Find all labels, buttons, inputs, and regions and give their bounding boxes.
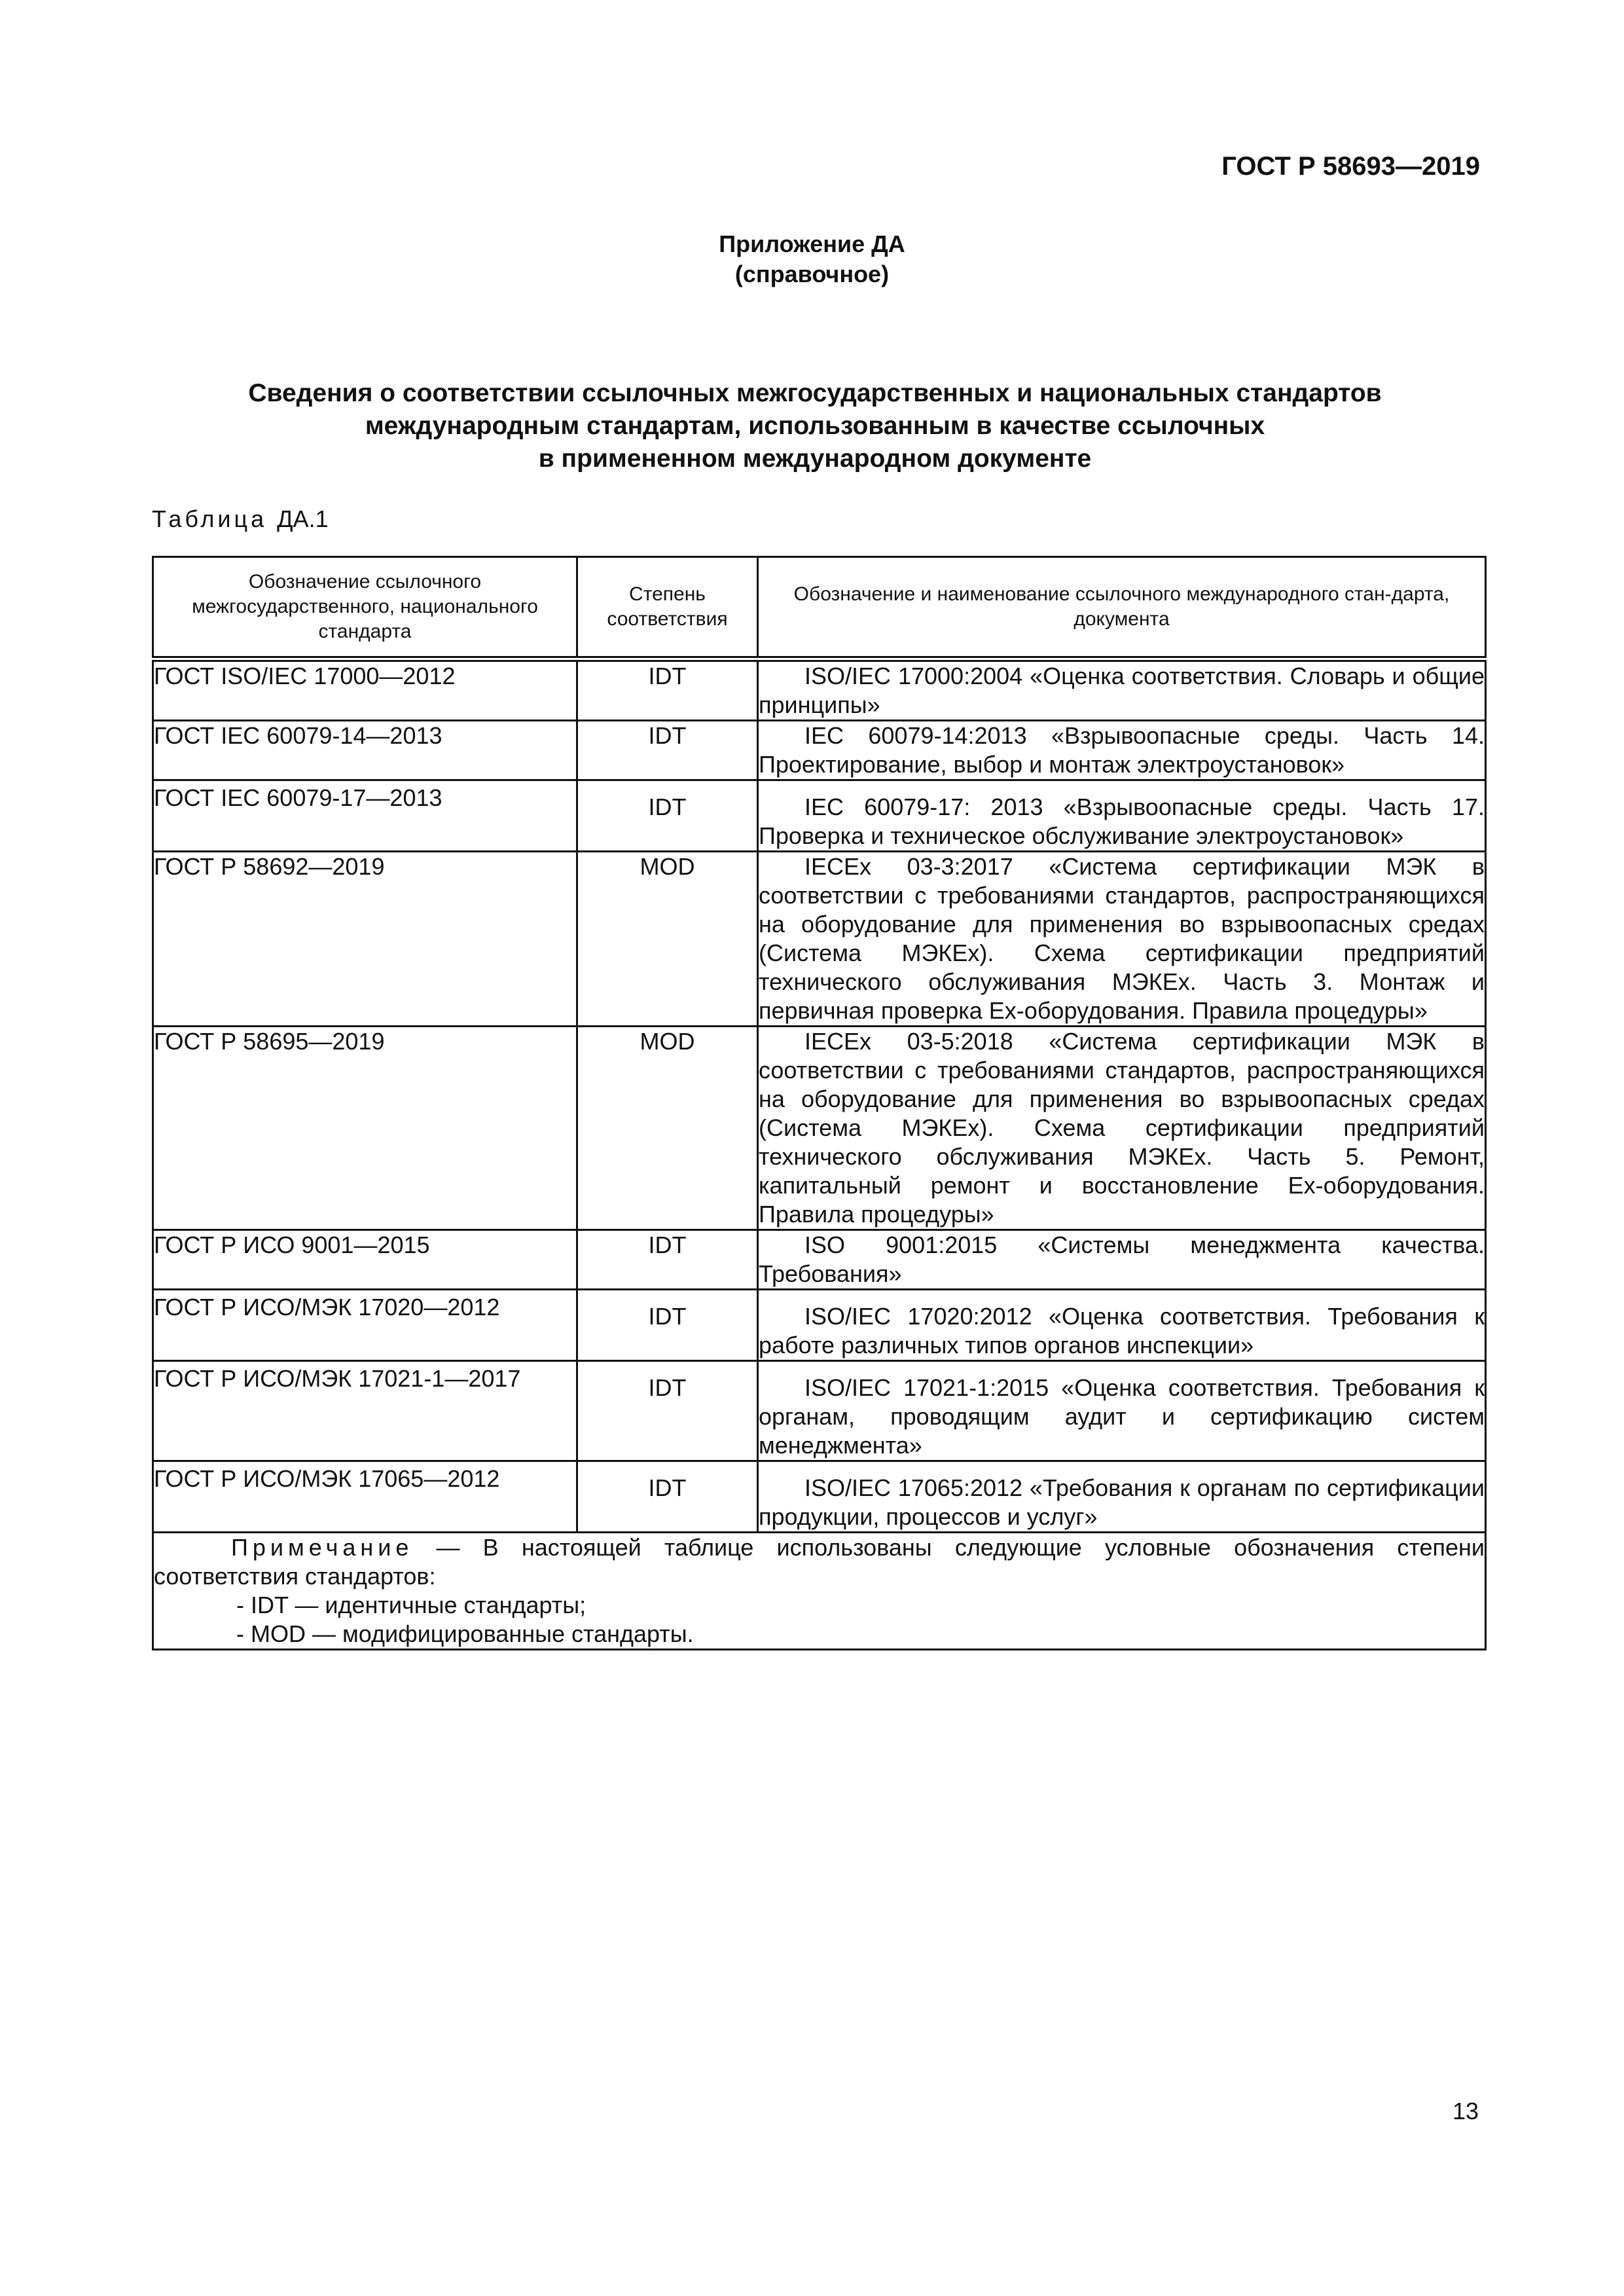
table-row	[153, 852, 1486, 1027]
section-title	[151, 377, 1479, 475]
table-caption	[152, 505, 329, 533]
appendix-title: Приложение ДА	[719, 230, 905, 257]
standard-cell: ГОСТ Р ИСО 9001—2015	[153, 1230, 577, 1290]
standard-cell: ГОСТ Р 58695—2019	[153, 1027, 577, 1230]
degree-cell: IDT	[577, 1290, 758, 1361]
degree-cell: IDT	[577, 1230, 758, 1290]
note-label: Примечание	[231, 1534, 414, 1561]
standard-cell: ГОСТ IEC 60079-17—2013	[153, 780, 577, 852]
appendix-subtitle: (справочное)	[734, 261, 890, 287]
degree-cell: MOD	[577, 1027, 758, 1230]
section-title-line: Сведения о соответствии ссылочных межгосударственных и национальных стандартов	[248, 379, 1382, 407]
standard-cell: ГОСТ ISO/IEC 17000—2012	[153, 659, 577, 721]
table-note	[153, 1533, 1486, 1650]
column-header-reference: Обозначение и наименование ссылочного международного стан-дарта, документа	[758, 557, 1486, 659]
table-row	[153, 1361, 1486, 1461]
reference-cell: IECEx 03-3:2017 «Система сертификации МЭК в соответствии с требованиями стандартов, распространяющихся на оборудование для применения во взрывоопасных средах (Система МЭКЕх). Схема сертификации предприятий технического обслуживания МЭКЕх. Часть 3. Монтаж и первичная проверка Ех-оборудования. Правила процедуры»	[758, 852, 1486, 1027]
reference-cell: ISO/IEC 17020:2012 «Оценка соответствия. Требования к работе различных типов органов инспекции»	[758, 1290, 1486, 1361]
note-item: - MOD — модифицированные стандарты.	[236, 1620, 694, 1647]
reference-cell: ISO/IEC 17000:2004 «Оценка соответствия. Словарь и общие принципы»	[758, 659, 1486, 721]
reference-cell: IEC 60079-17: 2013 «Взрывоопасные среды. Часть 17. Проверка и техническое обслуживание электроустановок»	[758, 780, 1486, 852]
reference-cell: IECEx 03-5:2018 «Система сертификации МЭК в соответствии с требованиями стандартов, распространяющихся на оборудование для применения во взрывоопасных средах (Система МЭКЕх). Схема сертификации предприятий технического обслуживания МЭКЕх. Часть 5. Ремонт, капитальный ремонт и восстановление Ех-оборудования. Правила процедуры»	[758, 1027, 1486, 1230]
degree-cell: IDT	[577, 659, 758, 721]
degree-cell: IDT	[577, 1361, 758, 1461]
standard-cell: ГОСТ Р ИСО/МЭК 17065—2012	[153, 1461, 577, 1533]
table-row	[153, 1027, 1486, 1230]
reference-cell: ISO/IEC 17065:2012 «Требования к органам по сертификации продукции, процессов и услуг»	[758, 1461, 1486, 1533]
table-caption-number: ДА.1	[277, 505, 329, 532]
reference-cell: ISO 9001:2015 «Системы менеджмента качества. Требования»	[758, 1230, 1486, 1290]
table-row	[153, 1290, 1486, 1361]
table-note-row	[153, 1533, 1486, 1650]
standard-cell: ГОСТ Р 58692—2019	[153, 852, 577, 1027]
reference-cell: IEC 60079-14:2013 «Взрывоопасные среды. Часть 14. Проектирование, выбор и монтаж электроустановок»	[758, 721, 1486, 780]
reference-standards-table	[152, 556, 1487, 1650]
document-designation: ГОСТ Р 58693—2019	[1221, 152, 1480, 181]
table-row	[153, 659, 1486, 721]
table-row	[153, 780, 1486, 852]
table-row	[153, 1230, 1486, 1290]
note-body: — В настоящей таблице использованы следующие условные обозначения степени соответствия стандартов:	[154, 1534, 1485, 1590]
standard-cell: ГОСТ Р ИСО/МЭК 17021-1—2017	[153, 1361, 577, 1461]
table-row	[153, 721, 1486, 780]
standard-cell: ГОСТ IEC 60079-14—2013	[153, 721, 577, 780]
degree-cell: IDT	[577, 721, 758, 780]
note-text	[154, 1533, 1485, 1591]
degree-cell: MOD	[577, 852, 758, 1027]
standard-cell: ГОСТ Р ИСО/МЭК 17020—2012	[153, 1290, 577, 1361]
appendix-heading	[0, 229, 1624, 289]
reference-cell: ISO/IEC 17021-1:2015 «Оценка соответствия. Требования к органам, проводящим аудит и сертификацию систем менеджмента»	[758, 1361, 1486, 1461]
degree-cell: IDT	[577, 780, 758, 852]
section-title-line: в примененном международном документе	[538, 445, 1092, 473]
table-header-row	[153, 557, 1486, 659]
column-header-standard: Обозначение ссылочного межгосударственного, национального стандарта	[153, 557, 577, 659]
section-title-line: международным стандартам, использованным в качестве ссылочных	[365, 412, 1265, 440]
note-item: - IDT — идентичные стандарты;	[236, 1592, 586, 1618]
column-header-degree: Степень соответствия	[577, 557, 758, 659]
page-number: 13	[1452, 2098, 1479, 2124]
table-caption-label: Таблица	[152, 505, 268, 532]
table-row	[153, 1461, 1486, 1533]
degree-cell: IDT	[577, 1461, 758, 1533]
